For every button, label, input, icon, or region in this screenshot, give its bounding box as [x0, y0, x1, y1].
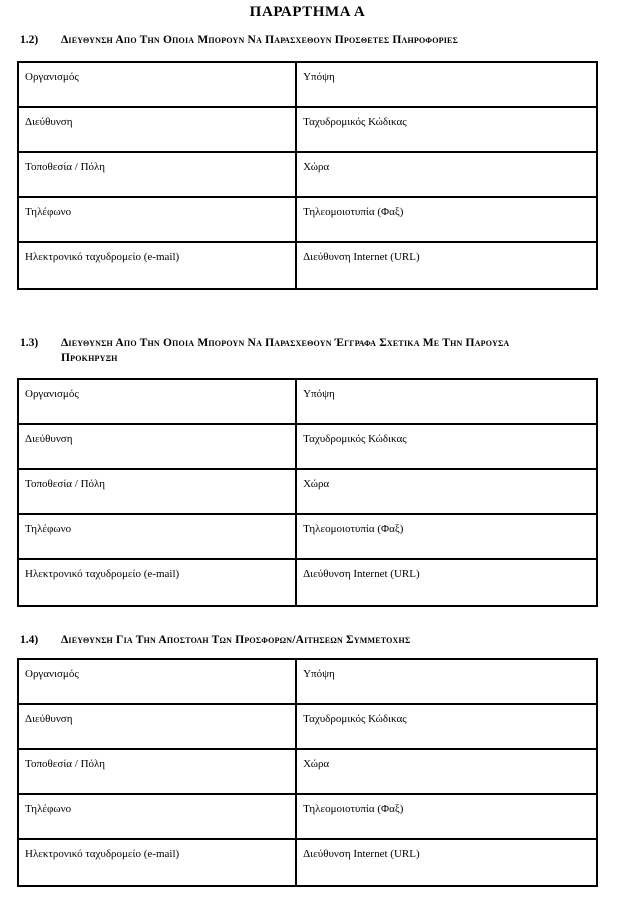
cell-attention: [297, 380, 596, 423]
cell-phone: [19, 795, 297, 838]
cell-fax: [297, 795, 596, 838]
section-heading: [17, 633, 598, 648]
postal-code-label: Ταχυδρομικός Κώδικας: [303, 116, 407, 128]
section-number: 1.2): [20, 34, 39, 46]
cell-email: [19, 243, 297, 288]
table-row: [19, 380, 596, 425]
cell-location-city: [19, 153, 297, 196]
cell-internet-url: [297, 560, 596, 605]
section-title: [61, 336, 598, 366]
attention-label: Υπόψη: [303, 388, 335, 400]
table-row: [19, 470, 596, 515]
table-row: [19, 660, 596, 705]
cell-postal-code: [297, 425, 596, 468]
address-form-table: [17, 378, 598, 607]
phone-label: Τηλέφωνο: [25, 803, 72, 815]
address-label: Διεύθυνση: [25, 713, 73, 725]
location-city-label: Τοποθεσία / Πόλη: [25, 478, 106, 490]
cell-address: [19, 108, 297, 151]
cell-postal-code: [297, 705, 596, 748]
page-title: ΠΑΡΑΡΤΗΜΑ Α: [249, 4, 366, 20]
address-label: Διεύθυνση: [25, 116, 73, 128]
cell-phone: [19, 515, 297, 558]
cell-organisation: [19, 63, 297, 106]
table-row: [19, 108, 596, 153]
table-row: [19, 795, 596, 840]
cell-address: [19, 705, 297, 748]
cell-organisation: [19, 660, 297, 703]
table-row: [19, 840, 596, 885]
country-label: Χώρα: [303, 478, 330, 490]
section-title-line-1: Διευθυνση Απο Την Οποια Μπορουν Να Παρασχεθουν Προσθετες Πληροφοριες: [61, 34, 458, 46]
internet-url-label: Διεύθυνση Internet (URL): [303, 251, 420, 263]
cell-attention: [297, 63, 596, 106]
section-send-offers: [17, 633, 598, 887]
location-city-label: Τοποθεσία / Πόλη: [25, 161, 106, 173]
table-row: [19, 425, 596, 470]
table-row: [19, 515, 596, 560]
section-title-line-1: Διευθυνση Απο Την Οποια Μπορουν Να Παρασχεθουν Έγγραφα Σχετικα Με Την Παρουσα: [61, 337, 510, 349]
cell-fax: [297, 198, 596, 241]
attention-label: Υπόψη: [303, 668, 335, 680]
cell-internet-url: [297, 243, 596, 288]
section-number: 1.3): [20, 337, 39, 349]
email-label: Ηλεκτρονικό ταχυδρομείο (e-mail): [25, 568, 180, 580]
cell-internet-url: [297, 840, 596, 885]
cell-country: [297, 153, 596, 196]
section-number: 1.4): [20, 634, 39, 646]
cell-country: [297, 750, 596, 793]
country-label: Χώρα: [303, 758, 330, 770]
section-title: [61, 633, 598, 648]
table-row: [19, 750, 596, 795]
cell-email: [19, 840, 297, 885]
table-row: [19, 243, 596, 288]
fax-label: Τηλεομοιοτυπία (Φαξ): [303, 803, 404, 815]
fax-label: Τηλεομοιοτυπία (Φαξ): [303, 206, 404, 218]
phone-label: Τηλέφωνο: [25, 523, 72, 535]
cell-address: [19, 425, 297, 468]
attention-label: Υπόψη: [303, 71, 335, 83]
section-title: [61, 33, 598, 48]
location-city-label: Τοποθεσία / Πόλη: [25, 758, 106, 770]
organisation-label: Οργανισμός: [25, 668, 79, 680]
cell-organisation: [19, 380, 297, 423]
table-row: [19, 705, 596, 750]
section-heading: [17, 336, 598, 366]
table-row: [19, 198, 596, 243]
country-label: Χώρα: [303, 161, 330, 173]
section-title-line-2: Προκηρυξη: [61, 352, 118, 364]
email-label: Ηλεκτρονικό ταχυδρομείο (e-mail): [25, 848, 180, 860]
cell-attention: [297, 660, 596, 703]
cell-location-city: [19, 470, 297, 513]
section-documents: [17, 336, 598, 607]
cell-location-city: [19, 750, 297, 793]
postal-code-label: Ταχυδρομικός Κώδικας: [303, 713, 407, 725]
cell-email: [19, 560, 297, 605]
cell-country: [297, 470, 596, 513]
postal-code-label: Ταχυδρομικός Κώδικας: [303, 433, 407, 445]
cell-postal-code: [297, 108, 596, 151]
section-additional-information: [17, 33, 598, 290]
address-label: Διεύθυνση: [25, 433, 73, 445]
address-form-table: [17, 658, 598, 887]
table-row: [19, 63, 596, 108]
table-row: [19, 153, 596, 198]
internet-url-label: Διεύθυνση Internet (URL): [303, 568, 420, 580]
address-form-table: [17, 61, 598, 290]
email-label: Ηλεκτρονικό ταχυδρομείο (e-mail): [25, 251, 180, 263]
phone-label: Τηλέφωνο: [25, 206, 72, 218]
cell-fax: [297, 515, 596, 558]
organisation-label: Οργανισμός: [25, 71, 79, 83]
section-title-line-1: Διευθυνση Για Την Αποστολη Των Προσφορων/Αιτησεων Συμμετοχης: [61, 634, 411, 646]
fax-label: Τηλεομοιοτυπία (Φαξ): [303, 523, 404, 535]
table-row: [19, 560, 596, 605]
cell-phone: [19, 198, 297, 241]
organisation-label: Οργανισμός: [25, 388, 79, 400]
internet-url-label: Διεύθυνση Internet (URL): [303, 848, 420, 860]
section-heading: [17, 33, 598, 48]
